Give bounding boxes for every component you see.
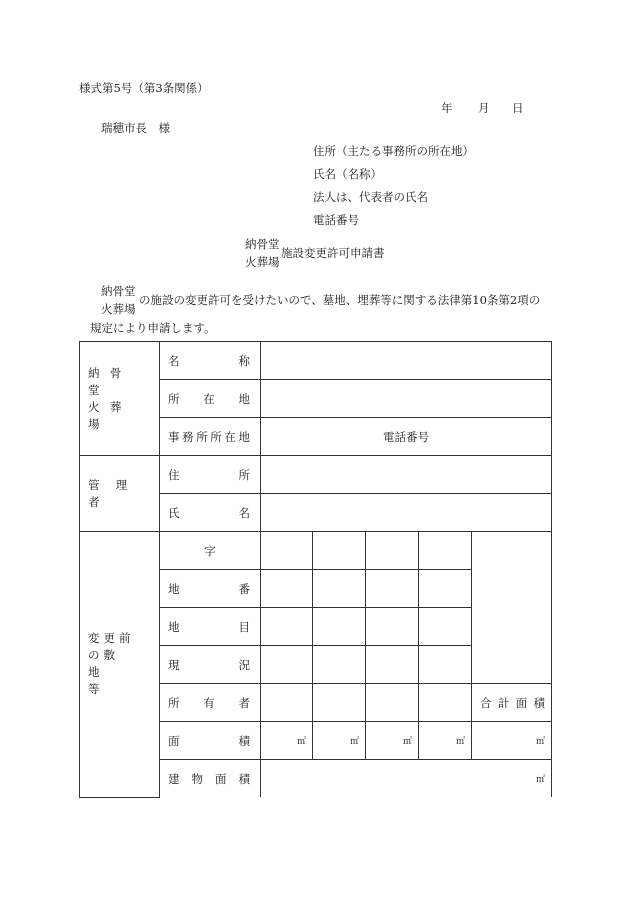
row-label-manager-name [160,494,261,532]
manager-name-label: 氏 名 [168,505,250,520]
lot-cell-3[interactable] [366,570,419,608]
status-cell-1[interactable] [261,646,313,684]
lot-label: 地 番 [168,581,250,596]
total-area-label: 合 計 面 積 [480,695,545,710]
category-cell-1[interactable] [261,608,313,646]
status-cell-2[interactable] [313,646,366,684]
category-cell-4[interactable] [419,608,472,646]
area-cell-4[interactable] [419,722,472,760]
owner-cell-4[interactable] [419,684,472,722]
building-area-label: 建 物 面 積 [168,771,250,786]
body-facility-stack [101,282,136,318]
body-line-2: 規定により申請します。 [90,321,216,335]
manager-section-label [80,456,160,532]
form-number: 様式第5号（第3条関係） [79,81,209,95]
row-label-manager-address [160,456,261,494]
land-label-2: 地等 [88,665,137,697]
location-label: 所 在 地 [168,391,250,406]
date-day: 日 [512,101,524,115]
owner-cell-3[interactable] [366,684,419,722]
owner-cell-1[interactable] [261,684,313,722]
applicant-corp-note: 法人は、代表者の氏名 [313,190,428,204]
aza-cell-2[interactable] [313,532,366,570]
lot-cell-4[interactable] [419,570,472,608]
manager-label: 管理者 [88,477,144,509]
total-area-cell[interactable] [472,722,552,760]
facility-office-field[interactable] [261,418,552,456]
body-stack-top: 納骨堂 [101,284,136,298]
area-unit-1: ㎡ [296,737,306,747]
area-label: 面 積 [168,733,250,748]
total-area-unit: ㎡ [535,737,545,747]
land-label-1: 変更前の敷 [88,631,135,663]
facility-section-label [80,342,160,456]
category-cell-2[interactable] [313,608,366,646]
row-label-lot [160,570,261,608]
row-label-owner [160,684,261,722]
application-table [79,341,552,798]
addressee: 瑞穂市長 様 [101,121,170,135]
row-label-office [160,418,261,456]
row-label-name [160,342,261,380]
applicant-phone-label: 電話番号 [313,213,359,227]
page-title: 施設変更許可申請書 [281,246,385,260]
building-area-unit: ㎡ [535,775,545,785]
manager-name-field[interactable] [261,494,552,532]
land-section-label [80,532,160,798]
applicant-address-label: 住所（主たる事務所の所在地） [313,144,474,158]
row-label-status [160,646,261,684]
lot-cell-2[interactable] [313,570,366,608]
row-label-category [160,608,261,646]
owner-label: 所 有 者 [168,695,250,710]
row-label-aza [160,532,261,570]
date-year: 年 [441,101,453,115]
body-stack-bottom: 火葬場 [101,302,136,316]
office-label: 事 務 所 所 在 地 [168,429,250,444]
facility-label-2: 火葬場 [88,399,132,431]
body-line-1: の施設の変更許可を受けたいので、墓地、埋葬等に関する法律第10条第2項の [139,293,541,307]
lot-cell-1[interactable] [261,570,313,608]
category-cell-3[interactable] [366,608,419,646]
status-cell-4[interactable] [419,646,472,684]
title-stack-top: 納骨堂 [245,237,280,251]
row-label-building-area [160,760,261,798]
area-unit-2: ㎡ [349,737,359,747]
row-label-area [160,722,261,760]
status-label: 現 況 [168,657,250,672]
manager-address-field[interactable] [261,456,552,494]
status-cell-3[interactable] [366,646,419,684]
applicant-name-label: 氏名（名称） [313,167,382,181]
facility-label-1: 納骨堂 [88,365,132,397]
owner-cell-2[interactable] [313,684,366,722]
date-month: 月 [478,101,490,115]
aza-cell-3[interactable] [366,532,419,570]
area-cell-1[interactable] [261,722,313,760]
aza-label: 字 [204,543,216,558]
title-stack-bottom: 火葬場 [245,255,280,269]
area-cell-3[interactable] [366,722,419,760]
building-area-field[interactable] [261,760,552,798]
total-area-blank [472,532,552,684]
facility-name-field[interactable] [261,342,552,380]
area-unit-4: ㎡ [455,737,465,747]
total-area-label-cell [472,684,552,722]
manager-address-label: 住 所 [168,467,250,482]
title-facility-stack [245,235,280,271]
aza-cell-1[interactable] [261,532,313,570]
category-label: 地 目 [168,619,250,634]
area-unit-3: ㎡ [402,737,412,747]
phone-label: 電話番号 [383,429,429,444]
facility-location-field[interactable] [261,380,552,418]
row-label-location [160,380,261,418]
name-label: 名 称 [168,353,250,368]
area-cell-2[interactable] [313,722,366,760]
aza-cell-4[interactable] [419,532,472,570]
